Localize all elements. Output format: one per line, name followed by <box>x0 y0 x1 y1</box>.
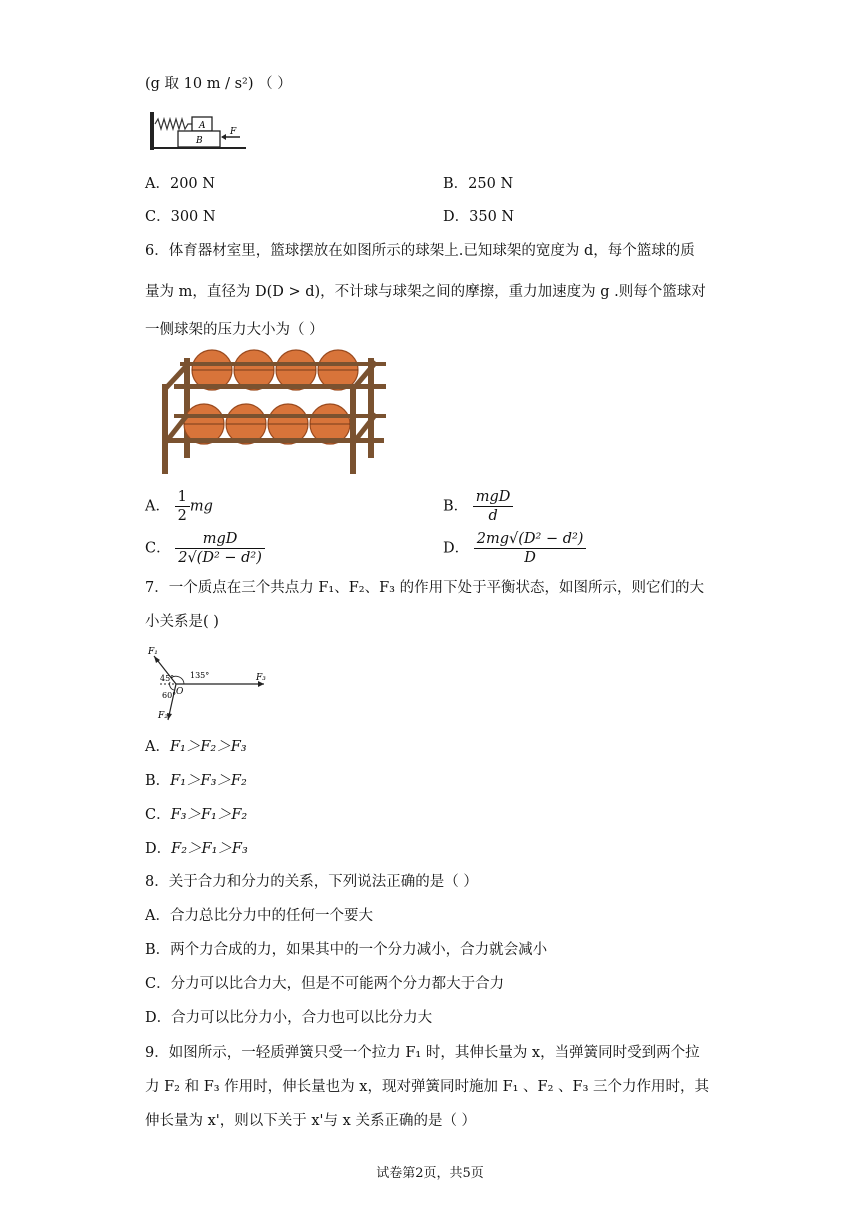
option-letter: C． <box>145 209 171 225</box>
option-letter: A． <box>145 176 170 192</box>
q9-stem-line3: 伸长量为 x'，则以下关于 x'与 x 关系正确的是（ ） <box>145 1113 477 1129</box>
q7-option-d[interactable] <box>145 839 248 859</box>
option-text: F₁＞F₂＞F₃ <box>169 739 247 755</box>
q6-stem-line1: 6．体育器材室里，篮球摆放在如图所示的球架上.已知球架的宽度为 d，每个篮球的质 <box>145 243 695 259</box>
fraction <box>175 488 190 525</box>
page-footer: 试卷第2页，共5页 <box>376 1166 484 1181</box>
option-letter: B． <box>145 773 171 789</box>
q6-basketball-rack-figure <box>160 348 394 476</box>
q5-tail: (g 取 10 m / s²) （ ） <box>145 76 292 92</box>
force-arrowhead <box>221 134 226 140</box>
option-text: 合力总比分力中的任何一个要大 <box>169 908 373 924</box>
rack-leg <box>162 384 168 474</box>
option-text: F₂＞F₁＞F₃ <box>171 841 248 857</box>
q6-option-a[interactable] <box>145 488 213 525</box>
angle-60-label: 60° <box>162 691 177 700</box>
fraction <box>473 488 514 525</box>
option-letter: B． <box>443 498 469 515</box>
fraction <box>474 530 587 567</box>
option-text: 合力可以比分力小，合力也可以比分力大 <box>171 1010 433 1026</box>
option-letter: D． <box>145 1010 172 1026</box>
q7-option-a[interactable] <box>145 737 247 757</box>
numerator: mgD <box>175 530 265 549</box>
option-text: 两个力合成的力，如果其中的一个分力减小，合力就会减小 <box>170 942 548 958</box>
q5-option-a[interactable] <box>145 174 215 194</box>
angle-45-label: 45° <box>160 674 175 683</box>
option-letter: D． <box>145 841 172 857</box>
option-letter: D． <box>443 209 470 225</box>
option-letter: B． <box>145 942 171 958</box>
spring <box>155 119 192 129</box>
angle-135-label: 135° <box>190 671 210 680</box>
option-letter: C． <box>145 976 171 992</box>
force-label: F <box>230 127 237 137</box>
angle-arc <box>170 682 174 690</box>
q8-option-c[interactable] <box>145 974 504 994</box>
denominator: 2 <box>177 508 187 524</box>
q8-option-d[interactable] <box>145 1008 432 1028</box>
q8-option-b[interactable] <box>145 940 547 960</box>
q9-stem-line2: 力 F₂ 和 F₃ 作用时，伸长量也为 x，现对弹簧同时施加 F₁ 、F₂ 、F₃ 三个力作用时，其 <box>145 1079 710 1095</box>
q9-stem-line1: 9．如图所示，一轻质弹簧只受一个拉力 F₁ 时，其伸长量为 x，当弹簧同时受到两个拉 <box>145 1045 700 1061</box>
rack-rail <box>180 362 386 366</box>
option-letter: C． <box>145 807 171 823</box>
option-letter: C． <box>145 540 171 557</box>
option-text: 350 N <box>469 209 515 225</box>
f2-label: F₂ <box>158 711 168 721</box>
q5-option-c[interactable] <box>145 207 216 227</box>
numerator: mgD <box>473 488 514 507</box>
q8-stem: 8．关于合力和分力的关系，下列说法正确的是（ ） <box>145 874 478 890</box>
f3-label: F₃ <box>256 673 266 683</box>
q6-option-c[interactable] <box>145 530 265 567</box>
numerator: 2mg√(D² − d²) <box>474 530 587 549</box>
q7-force-diagram <box>146 642 268 724</box>
option-letter: A． <box>145 908 170 924</box>
q7-stem-line1: 7．一个质点在三个共点力 F₁、F₂、F₃ 的作用下处于平衡状态，如图所示，则它们的大 <box>145 580 705 596</box>
q7-option-c[interactable] <box>145 805 247 825</box>
option-letter: A． <box>145 498 170 515</box>
q7-option-b[interactable] <box>145 771 247 791</box>
f1-label: F₁ <box>148 647 158 657</box>
option-letter: D． <box>443 540 470 557</box>
q6-stem-line3: 一侧球架的压力大小为（ ） <box>145 322 324 338</box>
q7-stem-line2: 小关系是( ) <box>145 614 219 630</box>
numerator: 1 <box>175 488 190 507</box>
expression-tail: mg <box>189 498 213 515</box>
denominator: 2√(D² − d²) <box>178 550 262 566</box>
q6-option-d[interactable] <box>443 530 586 567</box>
q5-option-b[interactable] <box>443 174 513 194</box>
block-a-label: A <box>199 121 206 131</box>
option-letter: B． <box>443 176 469 192</box>
option-letter: A． <box>145 739 170 755</box>
option-text: F₁＞F₃＞F₂ <box>170 773 247 789</box>
q5-option-d[interactable] <box>443 207 514 227</box>
wall <box>150 112 154 150</box>
option-text: F₃＞F₁＞F₂ <box>170 807 248 823</box>
q6-stem-line2: 量为 m，直径为 D(D > d)，不计球与球架之间的摩擦，重力加速度为 g .则每个篮球对 <box>145 284 706 300</box>
q8-option-a[interactable] <box>145 906 373 926</box>
option-text: 250 N <box>468 176 514 192</box>
block-b-label: B <box>196 136 203 146</box>
q5-figure <box>150 112 250 154</box>
option-text: 200 N <box>169 176 215 192</box>
denominator: D <box>524 550 536 566</box>
option-text: 300 N <box>170 209 216 225</box>
option-text: 分力可以比合力大，但是不可能两个分力都大于合力 <box>170 976 505 992</box>
fraction <box>175 530 265 567</box>
denominator: d <box>488 508 498 524</box>
o-label: O <box>176 687 184 697</box>
rack-leg <box>350 384 356 474</box>
q6-option-b[interactable] <box>443 488 513 525</box>
